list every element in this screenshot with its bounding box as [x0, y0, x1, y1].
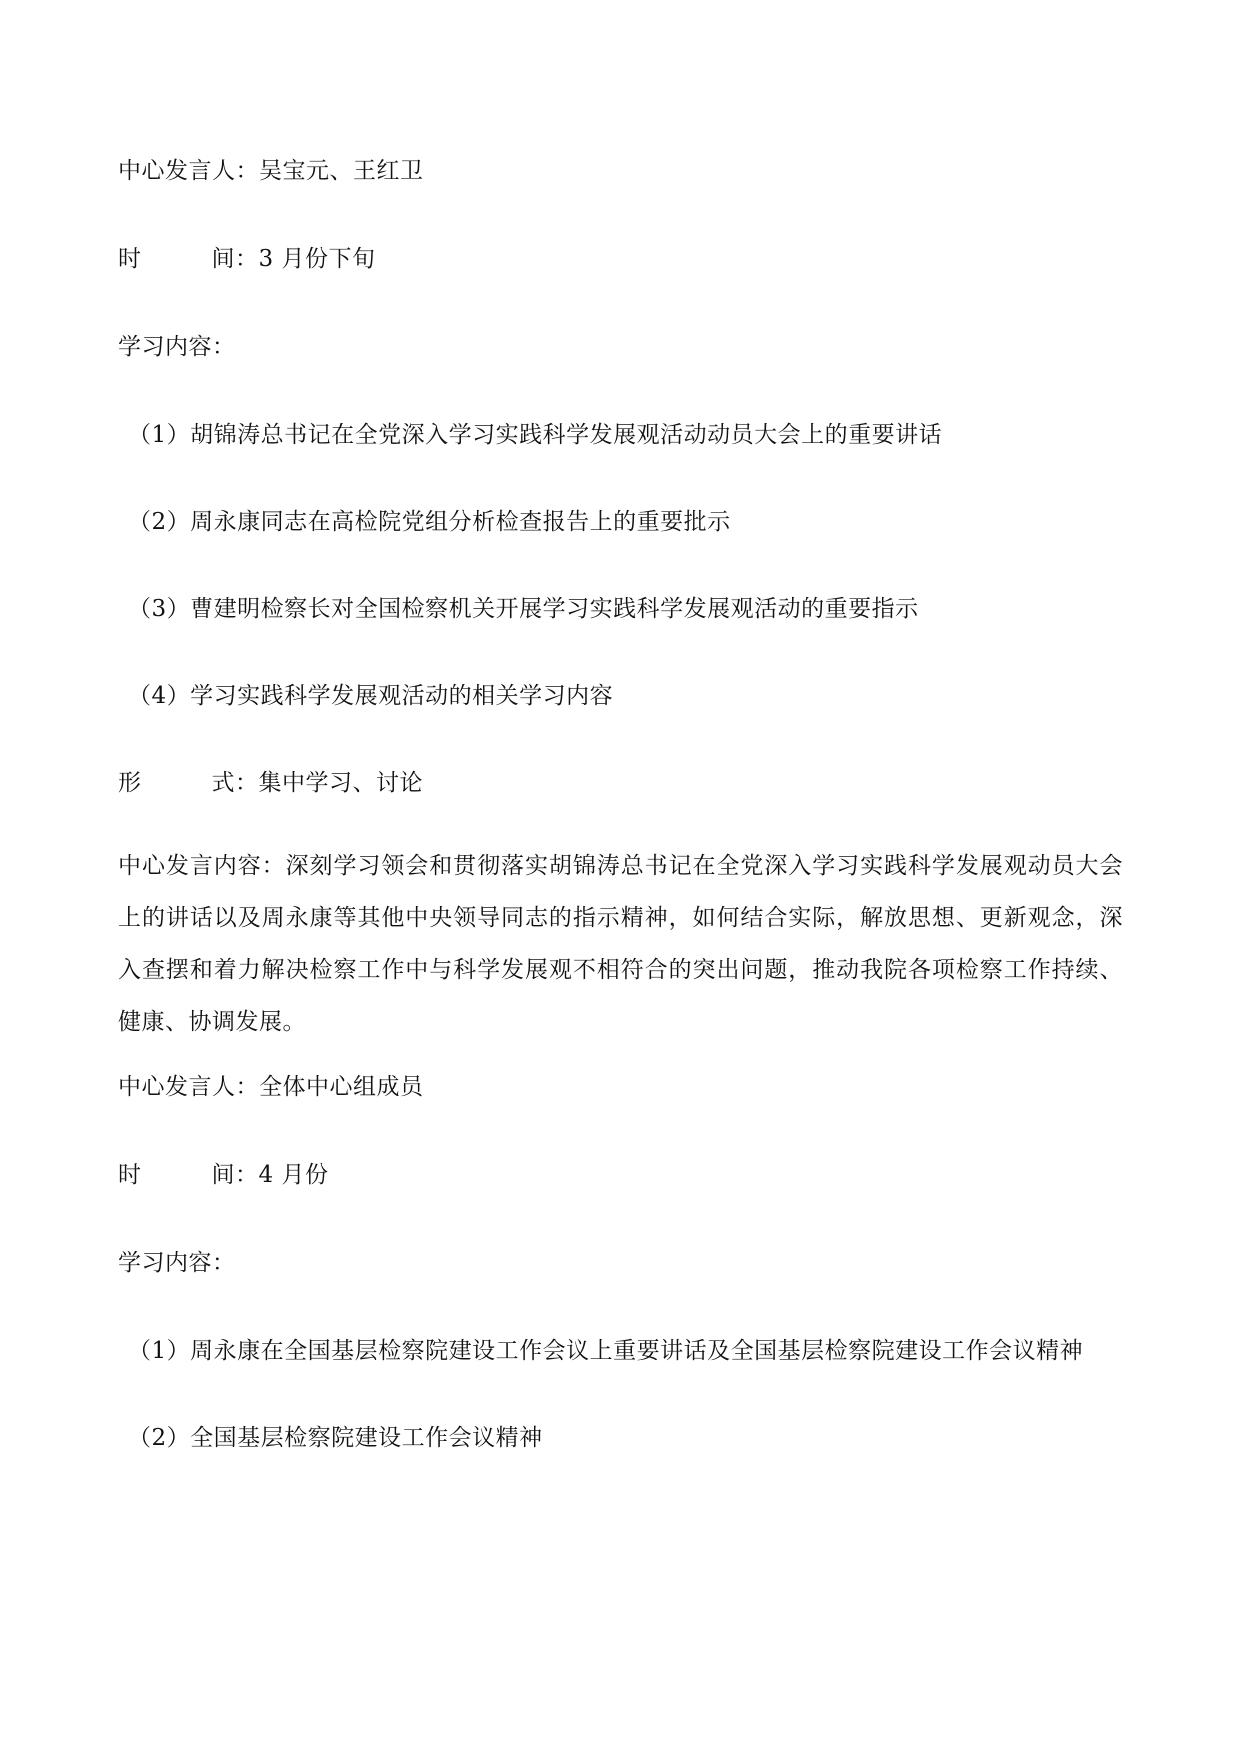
study-item: （2）周永康同志在高检院党组分析检查报告上的重要批示 [128, 509, 731, 535]
time-value: 3 月份下旬 [258, 246, 376, 272]
time-line-2 [118, 1159, 328, 1191]
study-item: （2）全国基层检察院建设工作会议精神 [128, 1425, 543, 1451]
content-label-2: 学习内容： [118, 1250, 236, 1276]
speaker-line-1 [118, 155, 424, 187]
speaker-label: 中心发言人： [118, 158, 259, 184]
time-value: 4 月份 [258, 1162, 329, 1188]
time-line-1 [118, 243, 375, 275]
form-line [118, 767, 423, 799]
speaker-value: 吴宝元、王红卫 [259, 158, 424, 184]
speaker-value: 全体中心组成员 [259, 1074, 424, 1100]
content-label-1: 学习内容： [118, 334, 236, 360]
speaker-line-2 [118, 1071, 424, 1103]
form-label-a: 形 [118, 770, 142, 796]
time-label-a: 时 [118, 1162, 142, 1188]
study-item: （4）学习实践科学发展观活动的相关学习内容 [128, 683, 614, 709]
speech-content-paragraph: 中心发言内容：深刻学习领会和贯彻落实胡锦涛总书记在全党深入学习实践科学发展观动员大会上的讲话以及周永康等其他中央领导同志的指示精神，如何结合实际，解放思想、更新观念，深入查摆和着力解决检察工作中与科学发展观不相符合的突出问题，推动我院各项检察工作持续、健康、协调发展。 [118, 853, 1123, 1035]
study-item: （1）胡锦涛总书记在全党深入学习实践科学发展观活动动员大会上的重要讲话 [128, 422, 943, 448]
time-label-b: 间： [211, 246, 259, 272]
study-item: （1）周永康在全国基层检察院建设工作会议上重要讲话及全国基层检察院建设工作会议精神 [128, 1338, 1084, 1364]
speaker-label: 中心发言人： [118, 1074, 259, 1100]
time-label-b: 间： [211, 1162, 259, 1188]
time-label-a: 时 [118, 246, 142, 272]
form-label-b: 式： [211, 770, 259, 796]
study-item: （3）曹建明检察长对全国检察机关开展学习实践科学发展观活动的重要指示 [128, 596, 919, 622]
form-value: 集中学习、讨论 [258, 770, 423, 796]
